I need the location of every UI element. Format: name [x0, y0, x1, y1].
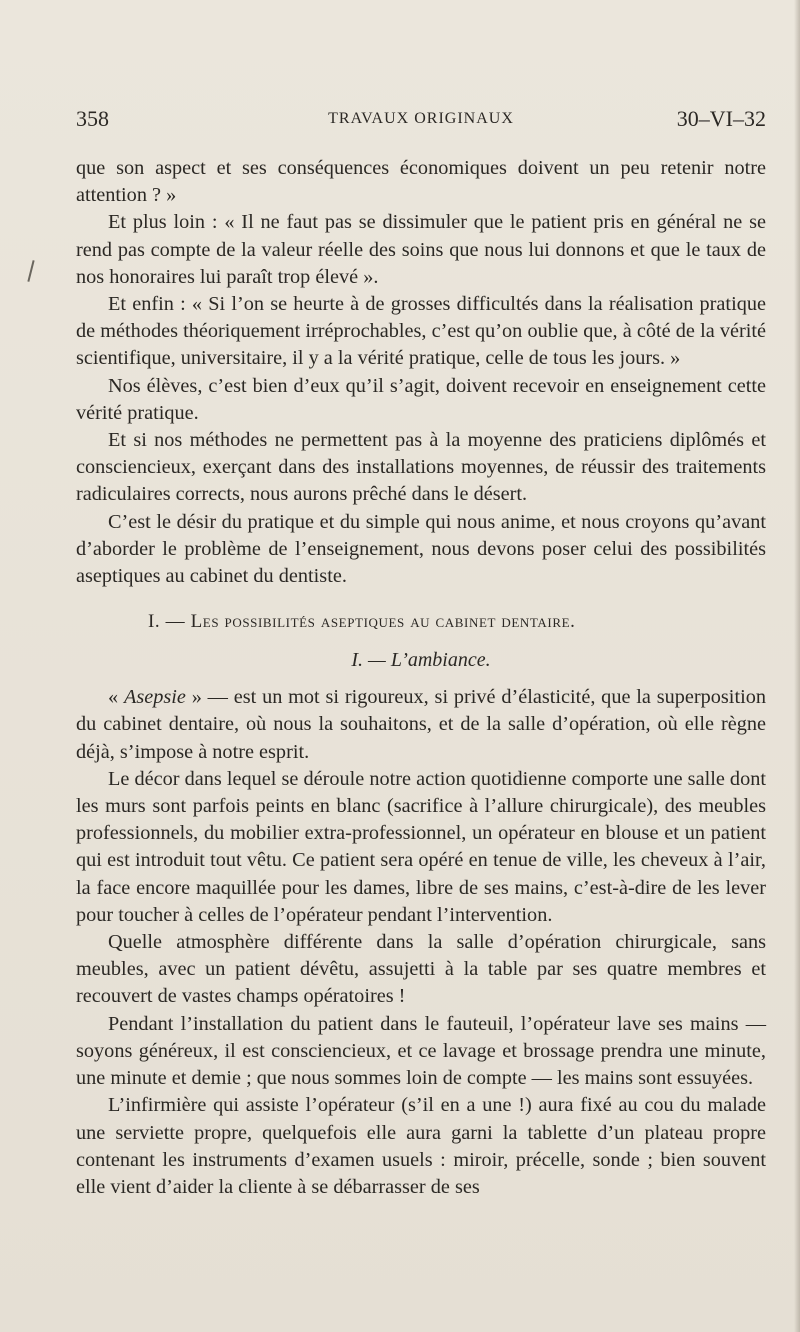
page-number: 358	[76, 106, 109, 131]
paragraph: Et enfin : « Si l’on se heurte à de grosses difficultés dans la réalisation pratique de méthodes théoriquement irréprochables, c’est qu’on oublie que, à côté de la vérité scientifique, universitaire, il y a la vérité pratique, celle de tous les jours. »	[76, 293, 766, 370]
section-heading: I. — Les possibilités aseptiques au cabinet dentaire.	[148, 611, 576, 633]
issue-date: 30–VI–32	[676, 106, 766, 131]
paragraph: que son aspect et ses conséquences économiques doivent un peu retenir notre attention ? »	[76, 157, 766, 207]
paragraph-asepsie	[76, 684, 766, 766]
paragraph: Quelle atmosphère différente dans la salle d’opération chirurgicale, sans meubles, avec un patient dévêtu, assujetti à la table par ses quatre membres et recouvert de vastes champs opératoires !	[76, 931, 766, 1008]
article-body	[76, 155, 766, 1201]
asepsie-open-quote: «	[108, 686, 124, 709]
asepsie-text: » — est un mot si rigoureux, si privé d’élasticité, que la superposition du cabinet dentaire, où nous la souhaitons, et de la salle d’opération, où elle règne déjà, s’impose à notre esprit.	[76, 686, 766, 763]
subsection-heading: I. — L’ambiance.	[351, 649, 491, 672]
paragraph: Et si nos méthodes ne permettent pas à la moyenne des praticiens diplômés et consciencieux, exerçant dans des installations moyennes, de réussir des traitements radiculaires corrects, nous aurons prêché dans le désert.	[76, 429, 766, 506]
running-header	[76, 106, 766, 136]
paragraph: L’infirmière qui assiste l’opérateur (s’il en a une !) aura fixé au cou du malade une serviette propre, quelquefois elle aura garni la tablette d’un plateau propre contenant les instruments d’examen usuels : miroir, précelle, sonde ; bien souvent elle vient d’aider la cliente à se débarrasser de ses	[76, 1094, 766, 1198]
asepsie-term: Asepsie	[123, 686, 186, 709]
running-title: TRAVAUX ORIGINAUX	[328, 110, 514, 127]
paragraph: Et plus loin : « Il ne faut pas se dissimuler que le patient pris en général ne se rend pas compte de la valeur réelle des soins que nous lui donnons et que le taux de nos honoraires lui paraît trop élevé ».	[76, 211, 766, 288]
margin-pencil-mark	[27, 260, 34, 282]
paragraph: C’est le désir du pratique et du simple qui nous anime, et nous croyons qu’avant d’aborder le problème de l’enseignement, nous devons poser celui des possibilités aseptiques au cabinet du dentiste.	[76, 510, 766, 588]
paragraph: Pendant l’installation du patient dans le fauteuil, l’opérateur lave ses mains — soyons généreux, il est consciencieux, et ce lavage et brossage prendra une minute, une minute et demie ; que nous sommes loin de compte — les mains sont essuyées.	[76, 1012, 766, 1090]
paragraph: Le décor dans lequel se déroule notre action quotidienne comporte une salle dont les murs sont parfois peints en blanc (sacrifice à l’allure chirurgicale), des meubles professionnels, du mobilier extra-professionnel, un opérateur en blouse et un patient qui est introduit tout vêtu. Ce patient sera opéré en tenue de ville, les cheveux à l’air, la face encore maquillée pour les dames, libre de ses mains, c’est-à-dire de les lever pour toucher à celles de l’opérateur pendant l’intervention.	[76, 767, 766, 926]
paragraph: Nos élèves, c’est bien d’eux qu’il s’agit, doivent recevoir en enseignement cette vérité pratique.	[76, 374, 766, 424]
page-edge-shadow	[794, 0, 800, 1332]
